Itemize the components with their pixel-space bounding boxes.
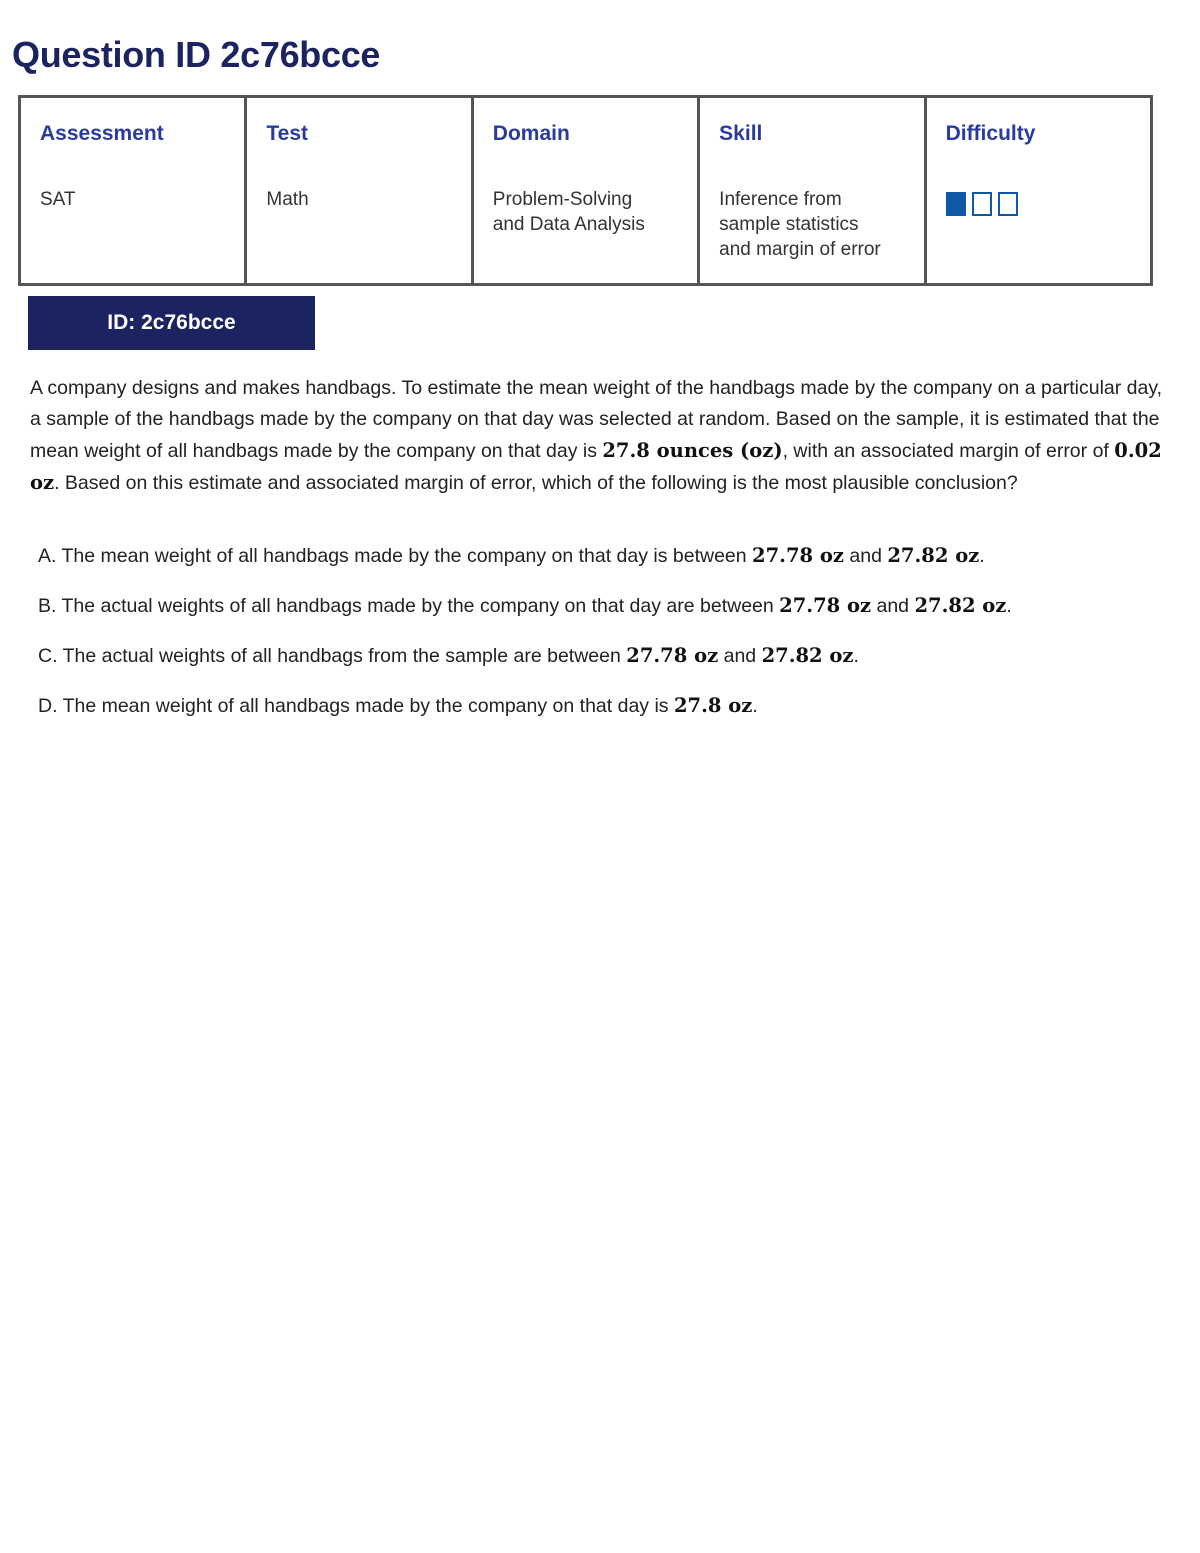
domain-value: [493, 187, 679, 237]
difficulty-box-filled: [946, 192, 966, 216]
question-text-part: . Based on this estimate and associated margin of error, which of the following is the most plausible conclusion?: [54, 472, 1018, 494]
choice-text: .: [1006, 595, 1012, 617]
difficulty-box-empty: [972, 192, 992, 216]
domain-value-line: Problem-Solving: [492, 189, 633, 210]
choice-math: 27.82 oz: [761, 644, 854, 667]
page-title: Question ID 2c76bcce: [12, 34, 381, 75]
question-metadata-table: [18, 95, 1153, 286]
choice-math: 27.82 oz: [914, 594, 1007, 617]
choice-math: 27.8 oz: [673, 694, 753, 717]
choice-label: A.: [38, 545, 57, 567]
skill-value: [719, 187, 905, 262]
question-math: 0.02 oz: [30, 439, 1162, 494]
choice-label: B.: [38, 595, 57, 617]
domain-header: Domain: [492, 122, 570, 145]
choice-d[interactable]: [38, 690, 1178, 721]
id-banner: ID: 2c76bcce: [28, 296, 315, 350]
question-text: [30, 373, 1170, 499]
choice-label: C.: [38, 645, 58, 667]
choice-text: The actual weights of all handbags made by the company on that day are between: [61, 595, 780, 617]
choice-math: 27.82 oz: [887, 544, 980, 567]
choice-math: 27.78 oz: [626, 644, 719, 667]
difficulty-indicator: [946, 192, 1132, 216]
test-value: Math: [266, 189, 309, 210]
choice-text: .: [853, 645, 859, 667]
test-header: Test: [266, 122, 309, 145]
skill-cell: [699, 97, 925, 285]
domain-value-line: and Data Analysis: [492, 214, 645, 235]
skill-header: Skill: [719, 122, 763, 145]
choice-text: and: [718, 645, 762, 667]
choice-label: D.: [38, 695, 58, 717]
choice-b[interactable]: [38, 590, 1178, 621]
question-text-part: , with an associated margin of error of: [782, 440, 1115, 462]
skill-value-line: Inference from: [719, 189, 842, 210]
choice-text: .: [752, 695, 758, 717]
difficulty-cell: [925, 97, 1151, 285]
choice-text: The mean weight of all handbags made by the company on that day is between: [61, 545, 753, 567]
choice-math: 27.78 oz: [752, 544, 844, 567]
skill-value-line: sample statistics: [719, 214, 859, 235]
choice-c[interactable]: [38, 640, 1178, 671]
choice-text: The mean weight of all handbags made by the company on that day is: [62, 695, 674, 717]
domain-cell: [472, 97, 698, 285]
assessment-cell: [20, 97, 246, 285]
choice-text: The actual weights of all handbags from the sample are between: [62, 645, 627, 667]
skill-value-line: and margin of error: [719, 239, 881, 260]
difficulty-header: Difficulty: [945, 122, 1036, 145]
choice-text: and: [871, 595, 915, 617]
choice-math: 27.78 oz: [779, 594, 872, 617]
question-text-part: A company designs and makes handbags. To estimate the mean weight of the handbags made by the company on a particular day, a sample of the handbags made by the company on that day was selected at random. Based on the sample, it is estimated that the mean weight of all handbags made by the company on that day is: [30, 377, 1163, 462]
question-math: 27.8 ounces (oz): [602, 439, 783, 462]
choice-text: .: [979, 545, 985, 567]
difficulty-box-empty: [998, 192, 1018, 216]
answer-choices: [38, 540, 1178, 740]
test-cell: [246, 97, 472, 285]
choice-text: and: [843, 545, 888, 567]
assessment-value: SAT: [40, 189, 76, 210]
assessment-header: Assessment: [40, 122, 164, 145]
choice-a[interactable]: [38, 540, 1178, 571]
